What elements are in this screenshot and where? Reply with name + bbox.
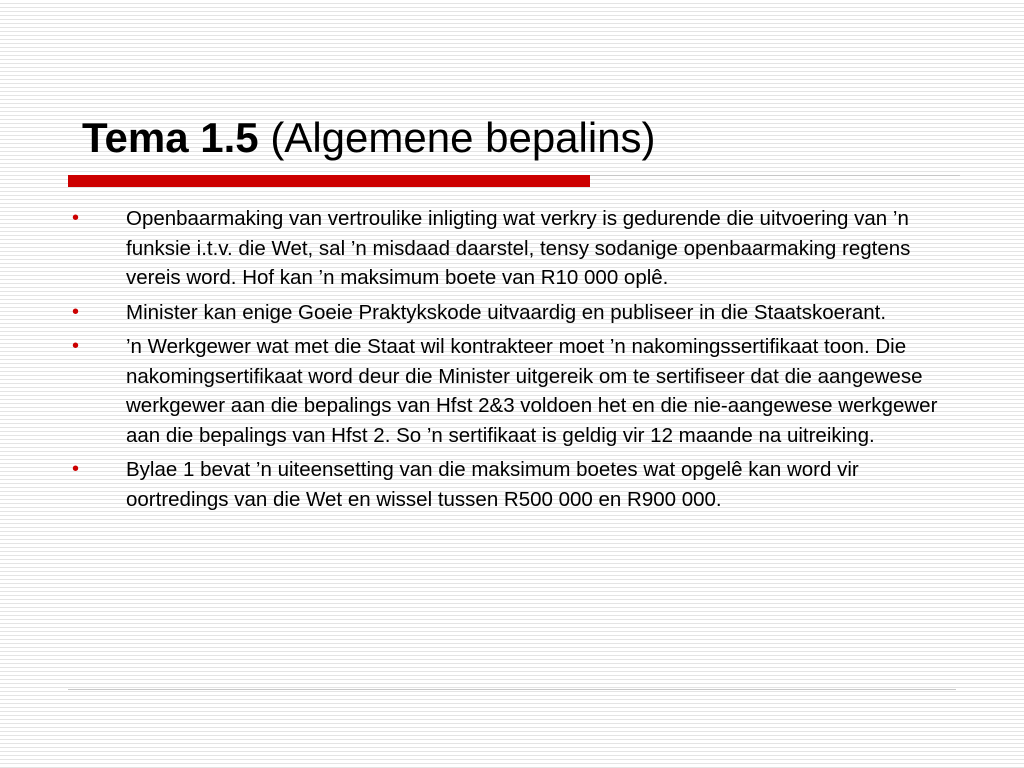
bullet-text: Minister kan enige Goeie Praktykskode uitvaardig en publiseer in die Staatskoerant. — [126, 300, 887, 324]
bullet-item — [70, 455, 950, 514]
slide-title — [82, 108, 656, 168]
bullet-item — [70, 204, 950, 293]
bullet-text: ’n Werkgewer wat met die Staat wil kontrakteer moet ’n nakomingssertifikaat toon. Die nakomingsertifikaat word deur die Minister uitgereik om te sertifiseer dat die aangewese werkgewer aan die bepalings van Hfst 2&3 voldoen het en die nie-aangewese werkgewer aan die bepalings van Hfst 2. So ’n sertifikaat is geldig vir 12 maande na uitreiking. — [126, 335, 938, 447]
bullet-marker: • — [72, 207, 80, 229]
bullet-marker: • — [72, 458, 80, 480]
bullet-list — [70, 204, 950, 519]
bullet-text: Openbaarmaking van vertroulike inligting wat verkry is gedurende die uitvoering van ’n funksie i.t.v. die Wet, sal ’n misdaad daarstel, tensy sodanige openbaarmaking regtens vereis word. Hof kan ’n maksimum boete van R10 000 oplê. — [126, 207, 911, 289]
bullet-text: Bylae 1 bevat ’n uiteensetting van die maksimum boetes wat opgelê kan word vir oortredings van die Wet en wissel tussen R500 000 en R900 000. — [126, 458, 859, 511]
bullet-marker: • — [72, 335, 80, 357]
title-underline-rule — [590, 175, 960, 176]
title-subject: (Algemene bepalins) — [258, 114, 656, 161]
bullet-marker: • — [72, 300, 80, 323]
title-underline-accent — [68, 175, 590, 187]
bullet-item — [70, 298, 950, 328]
bullet-item — [70, 332, 950, 450]
title-number: Tema 1.5 — [82, 114, 259, 161]
footer-rule — [68, 689, 956, 690]
